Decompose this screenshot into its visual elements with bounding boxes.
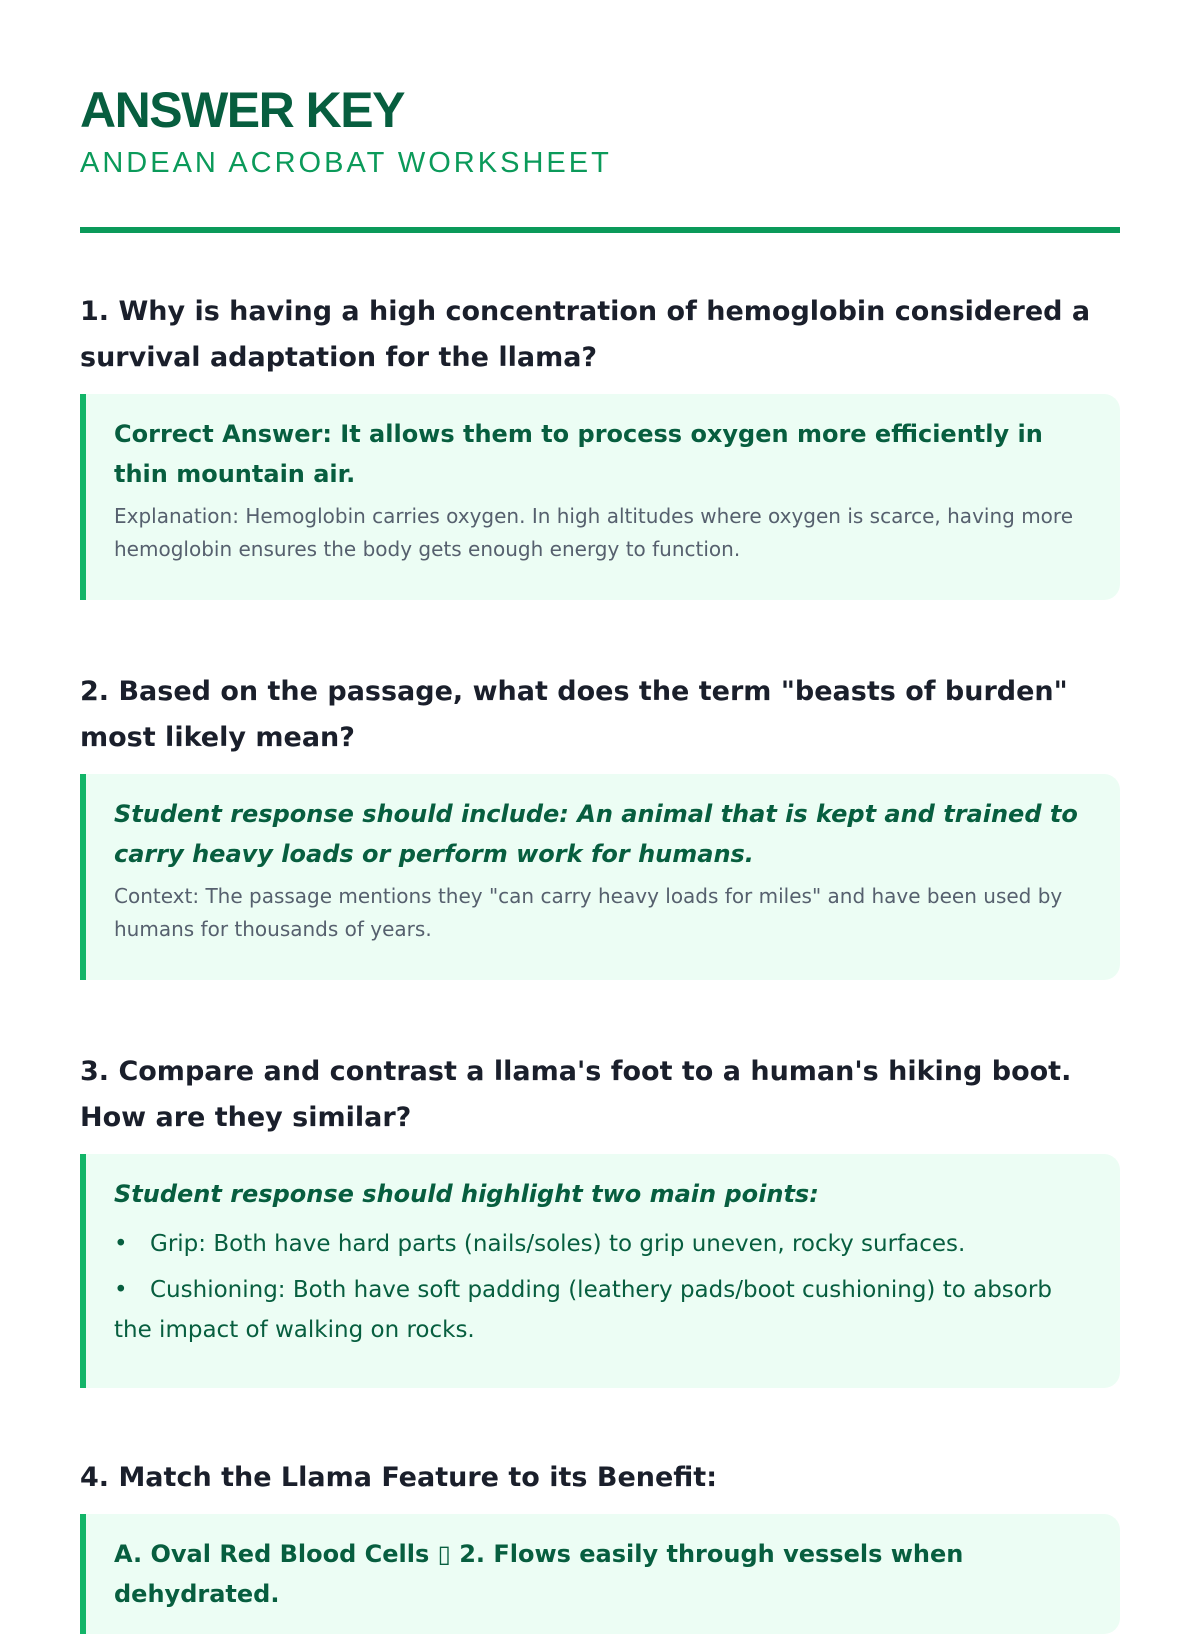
answer-4-text: A. Oval Red Blood Cells ▯ 2. Flows easily through vessels when dehydrated. [114, 1540, 964, 1608]
header-divider [80, 227, 1120, 233]
answer-box-2 [80, 774, 1120, 980]
answer-2-context: Context: The passage mentions they "can carry heavy loads for miles" and have been used by humans for thousands of years. [114, 884, 1063, 941]
bullet-item-cushioning: • Cushioning: Both have soft padding (leathery pads/boot cushioning) to absorb the impact of walking on rocks. [114, 1270, 1090, 1350]
answer-3-bullets [114, 1224, 1090, 1350]
answer-1-explanation: Explanation: Hemoglobin carries oxygen. In high altitudes where oxygen is scarce, having more hemoglobin ensures the body gets enough energy to function. [114, 504, 1073, 561]
answer-key-page [0, 0, 1200, 233]
bullet-icon: • [114, 1277, 128, 1303]
question-3: 3. Compare and contrast a llama's foot to a human's hiking boot. How are they similar? [80, 1056, 1072, 1133]
question-2: 2. Based on the passage, what does the term "beasts of burden" most likely mean? [80, 676, 1068, 753]
answer-3-text: Student response should highlight two main points: [114, 1180, 819, 1208]
answer-1-text: Correct Answer: It allows them to process oxygen more efficiently in thin mountain air. [114, 420, 1043, 488]
answer-box-3 [80, 1154, 1120, 1388]
answer-2-text: Student response should include: An animal that is kept and trained to carry heavy loads or perform work for humans. [114, 800, 1078, 868]
bullet-item-grip: • Grip: Both have hard parts (nails/soles) to grip uneven, rocky surfaces. [114, 1224, 1090, 1264]
answer-box-1 [80, 394, 1120, 600]
page-title: ANSWER KEY [80, 82, 404, 138]
page-subtitle: ANDEAN ACROBAT WORKSHEET [80, 147, 612, 179]
question-1: 1. Why is having a high concentration of hemoglobin considered a survival adaptation for the llama? [80, 296, 1091, 373]
bullet-icon: • [114, 1231, 128, 1257]
question-4: 4. Match the Llama Feature to its Benefit: [80, 1462, 718, 1493]
answer-box-4 [80, 1514, 1120, 1634]
